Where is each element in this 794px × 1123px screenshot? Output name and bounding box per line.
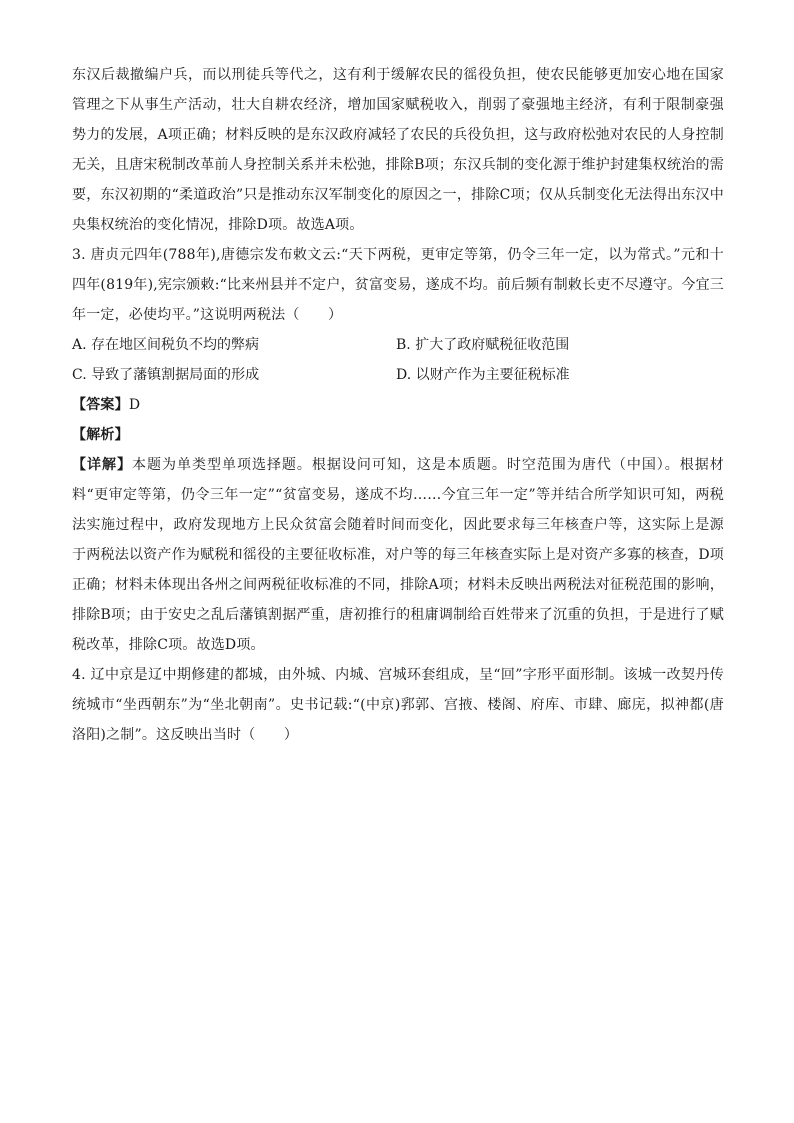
detail-text: 本题为单类型单项选择题。根据设问可知，这是本质题。时空范围为唐代（中国）。根据材料“更审定等第，仍令三年一定”“贫富变易，遂成不均……今宜三年一定”等并结合所学知识可知，两税法实施过程中，政府发现地方上民众贫富会随着时间而变化，因此要求每三年核查户等，这实际上是源于两税法以资产作为赋税和徭役的主要征收标准，对户等的每三年核查实际上是对资产多寡的核查，D项正确；材料未体现出各州之间两税征收标准的不同，排除A项；材料未反映出两税法对征税范围的影响，排除B项；由于安史之乱后藩镇割据严重，唐初推行的租庸调制给百姓带来了沉重的负担，于是进行了赋税改革，排除C项。故选D项。 bbox=[72, 457, 724, 653]
question-4-stem: 4. 辽中京是辽中期修建的都城，由外城、内城、宫城环套组成，呈“回”字形平面形制。该城一改契丹传统城市“坐西朝东”为“坐北朝南”。史书记载:“(中京)郛郭、宫掖、楼阁、府库、市肆、廊庑，拟神都(唐洛阳)之制”。这反映出当时（ ） bbox=[72, 667, 724, 743]
option-a: A. 存在地区间税负不均的弊病 bbox=[72, 337, 260, 353]
option-c: C. 导致了藩镇割据局面的形成 bbox=[72, 367, 260, 383]
answer-value: D bbox=[128, 397, 141, 413]
previous-question-explanation: 东汉后裁撤编户兵，而以刑徒兵等代之，这有利于缓解农民的徭役负担，使农民能够更加安心地在国家管理之下从事生产活动，壮大自耕农经济，增加国家赋税收入，削弱了豪强地主经济，有利于限制豪强势力的发展，A项正确；材料反映的是东汉政府减轻了农民的兵役负担，这与政府松弛对农民的人身控制无关，且唐宋税制改革前人身控制关系并未松弛，排除B项；东汉兵制的变化源于维护封建集权统治的需要，东汉初期的“柔道政治”只是推动东汉军制变化的原因之一，排除C项；仅从兵制变化无法得出东汉中央集权统治的变化情况，排除D项。故选A项。 bbox=[72, 67, 724, 233]
option-b: B. 扩大了政府赋税征收范围 bbox=[396, 337, 570, 353]
answer-tag: 【答案】 bbox=[72, 397, 129, 413]
option-d: D. 以财产作为主要征税标准 bbox=[396, 367, 570, 383]
detail-tag: 【详解】 bbox=[72, 457, 132, 473]
analysis-tag: 【解析】 bbox=[72, 427, 129, 443]
document-page bbox=[72, 60, 724, 750]
question-3-stem: 3. 唐贞元四年(788年),唐德宗发布敕文云:“天下两税，更审定等第，仍令三年一定，以为常式。”元和十四年(819年),宪宗颁敕:“比来州县并不定户，贫富变易，遂成不均。前后频有制敕长吏不尽遵守。今宜三年一定，必使均平。”这说明两税法（ ） bbox=[72, 247, 724, 323]
detail-paragraph bbox=[72, 450, 724, 660]
question-3-options bbox=[72, 330, 724, 390]
analysis-line bbox=[72, 420, 724, 450]
answer-line bbox=[72, 390, 724, 420]
